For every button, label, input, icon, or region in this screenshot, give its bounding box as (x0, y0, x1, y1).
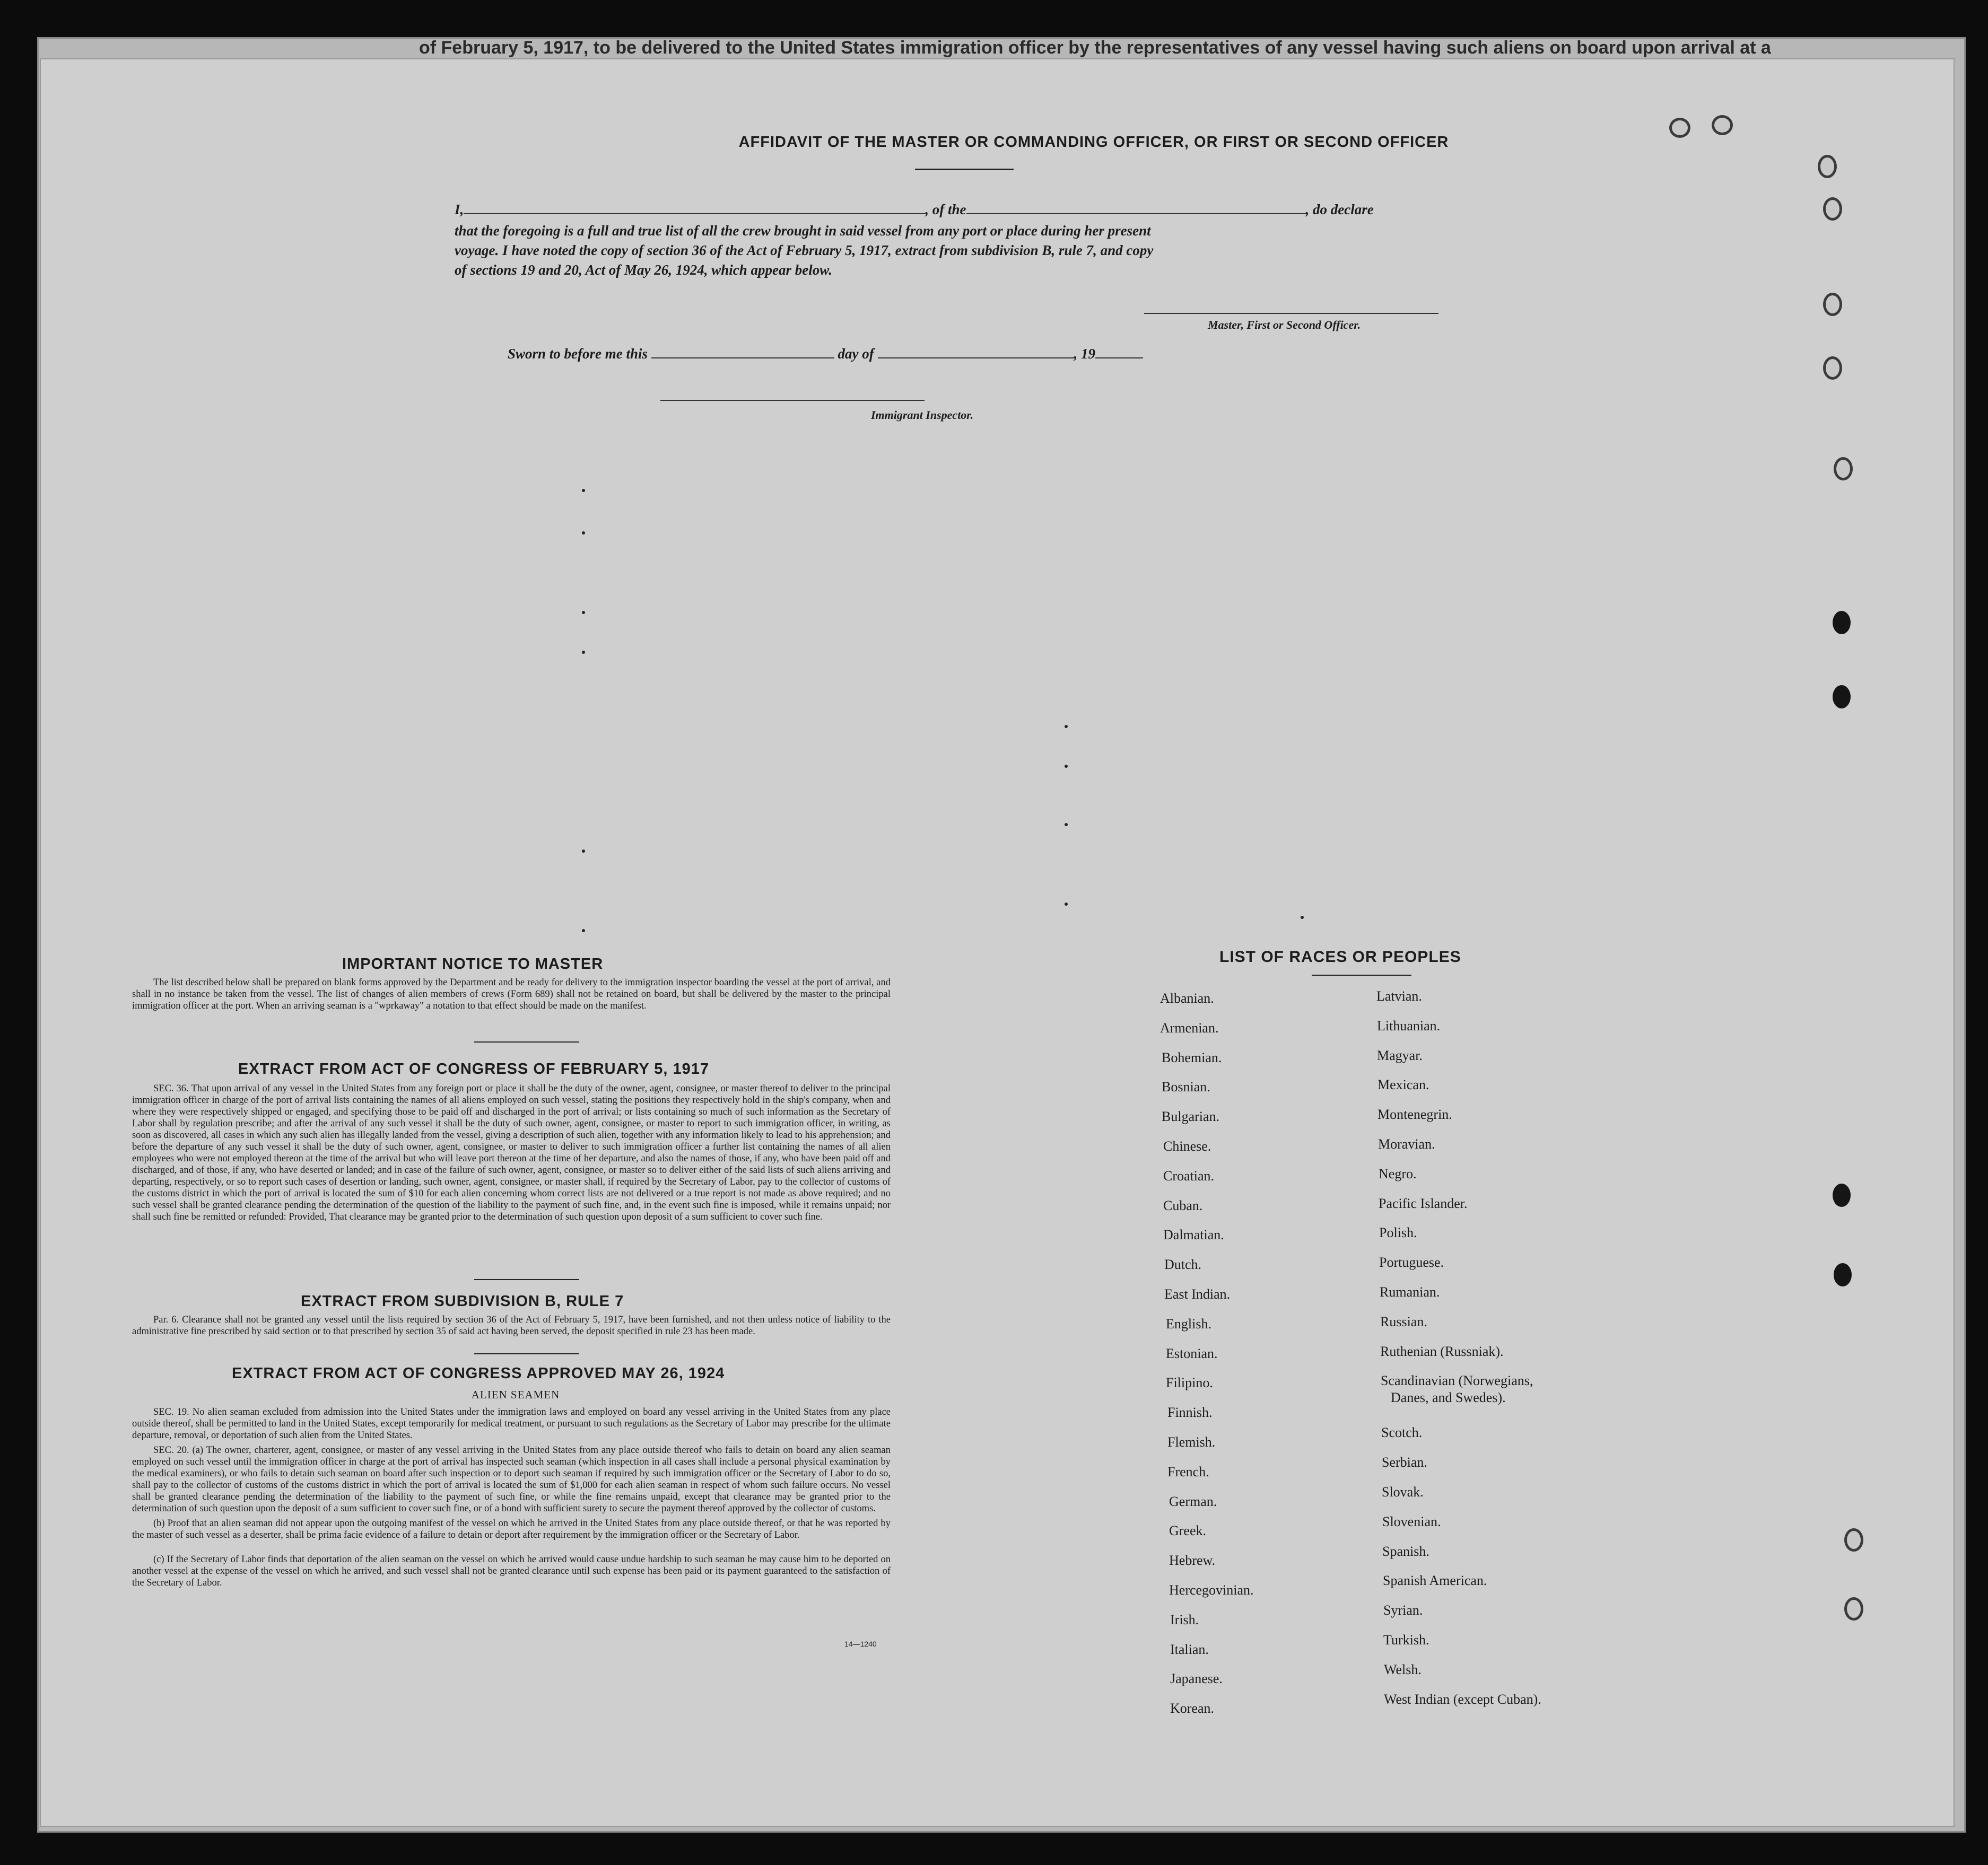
bleed-dot (1065, 765, 1068, 768)
race-item: Pacific Islander. (1379, 1196, 1468, 1211)
race-item: Albanian. (1160, 991, 1214, 1006)
bleed-dot (582, 929, 585, 932)
sworn-day-field[interactable] (651, 357, 834, 358)
bleed-dot (1065, 823, 1068, 826)
extract-1924-subtitle: ALIEN SEAMEN (471, 1388, 560, 1401)
day-of-label: day of (838, 346, 874, 362)
declaration-line-2: that the foregoing is a full and true list of all the crew brought in said vessel from any port or place during her present (455, 223, 1151, 239)
bleed-dot (1065, 903, 1068, 906)
vessel-name-field[interactable] (966, 213, 1306, 214)
punch-hole (1823, 356, 1842, 380)
race-item: German. (1169, 1494, 1217, 1509)
races-title: LIST OF RACES OR PEOPLES (1219, 948, 1461, 966)
race-item: Latvian. (1376, 988, 1422, 1004)
master-name-field[interactable] (464, 213, 925, 214)
punch-hole (1834, 457, 1853, 480)
extract-1917-body: SEC. 36. That upon arrival of any vessel in the United States from any foreign port or place it shall be the duty of the owner, agent, consignee, or master thereof to deliver to the principal immigration officer in charge of the port of arrival lists containing the names of all aliens employed on such vessel, stating the positions they respectively hold in the ship's company, when and where they were respectively shipped or engaged, and specifying those to be paid off and discharged in the port of arrival; or lists containing so much of such information as the Secretary of Labor shall by regulation prescribe; and after the arrival of any such vessel it shall be the duty of such owner, agent, consignee, or master to report to such immigration officer, in writing, as soon as discovered, all cases in which any such alien has illegally landed from the vessel, giving a description of such alien, together with any information likely to lead to his apprehension; and before the departure of any such vessel it shall be the duty of such owner, agent, consignee, or master to deliver to such immigration officer a further list containing the names of all alien employees who were not employed thereon at the time of the arrival but who will leave port thereon at the time of her departure, and also the names of those, if any, who have been paid off and discharged, and of those, if any, who have deserted or landed; and in case of the failure of such owner, agent, consignee, or master so to deliver either of the said lists of such aliens arriving and departing, respectively, or so to report such cases of desertion or landing, such owner, agent, consignee, or master shall, if required by the Secretary of Labor, pay to the collector of customs of the customs district in which the port of arrival is located the sum of $10 for each alien concerning whom correct lists are not delivered or a true report is not made as above required; and no such vessel shall be granted clearance pending the determination of the question of the liability to the payment of such fine, and, in the event such fine is imposed, while it remains unpaid; nor shall such fine be remitted or refunded: Provided, That clearance may be granted prior to the determination of such question upon deposit of a sum sufficient to cover such fine. (132, 1083, 891, 1222)
extract-1924-sec20a: SEC. 20. (a) The owner, charterer, agent, consignee, or master of any vessel arriving in the United States from any place outside thereof who fails to detain on board any alien seaman employed on such vessel until the immigration officer in charge at the port of arrival has inspected such seaman (which inspection in all cases shall include a personal physical examination by the medical examiners), or who fails to detain such seaman on board after such inspection or to deport such seaman if required by such immigration officer or the Secretary of Labor to do so, shall pay to the collector of customs of the customs district in which the port of arrival is located the sum of $1,000 for each alien seaman in respect of whom such failure occurs. No vessel shall be granted clearance pending the determination of the liability to the payment of such fine, or while the fine remains unpaid, except that clearance may be granted prior to the determination of such question upon the deposit of a sum sufficient to cover such fine, or of a bond with sufficient surety to secure the payment thereof approved by the collector of customs. (132, 1445, 891, 1514)
extract-rule7-body: Par. 6. Clearance shall not be granted any vessel until the lists required by section 36 of the Act of February 5, 1917, have been furnished, and not then unless notice of liability to the administrative fine prescribed by said section or to that prescribed by section 35 of said act having been served, the deposit specified in rule 23 has been made. (132, 1315, 891, 1337)
sworn-month-field[interactable] (878, 357, 1074, 358)
race-item: Italian. (1170, 1642, 1209, 1657)
punch-hole (1712, 115, 1733, 135)
race-item: Irish. (1170, 1612, 1199, 1627)
title-rule (915, 169, 1014, 170)
notice-body: The list described below shall be prepared on blank forms approved by the Department and be ready for delivery to the immigration inspector boarding the vessel at the port of arrival, and shall in no instance be taken from the vessel. The list of changes of alien members of crews (Form 689) shall not be retained on board, but shall be delivered by the master to the principal immigration officer at the port. When an arriving seaman is a "wprkaway" a notation to that effect should be made on the manifest. (132, 977, 891, 1011)
race-item: Polish. (1379, 1225, 1417, 1240)
race-item: Moravian. (1378, 1136, 1435, 1152)
race-item: Ruthenian (Russniak). (1380, 1344, 1504, 1359)
punch-hole (1823, 197, 1842, 221)
race-item: Danes, and Swedes). (1391, 1390, 1506, 1405)
race-item: Scotch. (1381, 1425, 1423, 1440)
affidavit-title: AFFIDAVIT OF THE MASTER OR COMMANDING OFFICER, OR FIRST OR SECOND OFFICER (738, 134, 1449, 151)
punch-hole (1833, 611, 1851, 634)
master-signature-line[interactable] (1144, 313, 1438, 314)
punch-hole (1844, 1528, 1863, 1552)
race-item: Croatian. (1163, 1168, 1215, 1184)
race-item: Hebrew. (1169, 1553, 1216, 1568)
race-item: Korean. (1170, 1701, 1215, 1716)
race-item: Armenian. (1160, 1020, 1219, 1036)
form-number: 14—1240 (844, 1640, 877, 1648)
race-item: Bosnian. (1162, 1079, 1210, 1095)
master-signature-label: Master, First or Second Officer. (1208, 318, 1361, 331)
race-item: East Indian. (1164, 1286, 1231, 1302)
race-item: Japanese. (1170, 1671, 1223, 1686)
race-item: Bulgarian. (1162, 1109, 1220, 1124)
race-item: Flemish. (1167, 1434, 1216, 1450)
race-item: Russian. (1380, 1314, 1427, 1329)
bleed-dot (1065, 725, 1068, 728)
bleed-dot (1301, 916, 1304, 919)
extract-1917-title: EXTRACT FROM ACT OF CONGRESS OF FEBRUARY 5, 1917 (238, 1061, 710, 1078)
race-item: French. (1167, 1464, 1209, 1479)
punch-hole (1834, 1263, 1852, 1286)
race-item: Finnish. (1167, 1405, 1213, 1420)
race-item: Welsh. (1384, 1662, 1422, 1677)
race-item: Cuban. (1163, 1198, 1203, 1213)
form-page (40, 58, 1955, 1827)
race-item: Turkish. (1383, 1632, 1429, 1648)
year-label: , 19 (1074, 346, 1096, 362)
race-item: Syrian. (1383, 1603, 1423, 1618)
race-item: Dutch. (1164, 1257, 1202, 1272)
bleed-dot (582, 611, 585, 614)
declaration-line-3: voyage. I have noted the copy of section 36 of the Act of February 5, 1917, extract from subdivision B, rule 7, and copy (455, 242, 1154, 258)
race-item: Spanish American. (1383, 1573, 1487, 1588)
of-the-label: , of the (925, 202, 966, 217)
notice-title: IMPORTANT NOTICE TO MASTER (342, 956, 604, 973)
declaration-line-1 (455, 202, 1374, 218)
punch-hole (1823, 293, 1842, 316)
extract-1924-sec20b: (b) Proof that an alien seaman did not appear upon the outgoing manifest of the vessel on which he arrived in the United States from any place outside thereof, or that he was reported by the master of such vessel as a deserter, shall be prima facie evidence of a failure to detain or deport after requirement by the immigration officer or the Secretary of Labor. (132, 1518, 891, 1540)
race-item: Montenegrin. (1377, 1107, 1452, 1122)
race-item: West Indian (except Cuban). (1384, 1692, 1541, 1707)
extract-rule7-title: EXTRACT FROM SUBDIVISION B, RULE 7 (301, 1293, 624, 1310)
race-item: Slovenian. (1382, 1514, 1441, 1529)
race-item: Portuguese. (1379, 1255, 1444, 1270)
sworn-year-field[interactable] (1095, 357, 1143, 358)
race-item: Lithuanian. (1377, 1018, 1441, 1034)
race-item: Rumanian. (1380, 1284, 1440, 1300)
bleed-dot (582, 531, 585, 535)
race-item: Spanish. (1382, 1544, 1429, 1559)
race-item: Negro. (1379, 1166, 1417, 1181)
declare-i-label: I, (455, 202, 464, 217)
race-item: Magyar. (1377, 1048, 1423, 1063)
section-rule (474, 1279, 579, 1280)
race-item: English. (1166, 1316, 1211, 1332)
extract-1924-sec20c: (c) If the Secretary of Labor finds that deportation of the alien seaman on the vessel on which he arrived would cause undue hardship to such seaman he may cause him to be deported on another vessel at the expense of the vessel on which he arrived, and such vessel shall not be granted clearance until such expense has been paid or its payment guaranteed to the satisfaction of the Secretary of Labor. (132, 1554, 891, 1588)
race-item: Serbian. (1382, 1455, 1427, 1470)
inspector-signature-label: Immigrant Inspector. (871, 408, 974, 422)
back-sheet-strip-text: of February 5, 1917, to be delivered to the United States immigration officer by the representatives of any vessel having such aliens on board upon arrival at a (419, 38, 1771, 58)
punch-hole (1833, 685, 1851, 708)
races-title-rule (1312, 975, 1411, 976)
race-item: Hercegovinian. (1169, 1582, 1254, 1598)
race-item: Greek. (1169, 1523, 1207, 1538)
race-item: Slovak. (1382, 1484, 1424, 1500)
bleed-dot (582, 489, 585, 492)
do-declare-label: , do declare (1305, 202, 1374, 217)
race-item: Chinese. (1163, 1139, 1211, 1154)
punch-hole (1833, 1184, 1851, 1207)
section-rule (474, 1353, 579, 1354)
inspector-signature-line[interactable] (660, 400, 925, 401)
bleed-dot (582, 850, 585, 853)
race-item: Filipino. (1166, 1375, 1213, 1390)
race-item: Mexican. (1377, 1077, 1429, 1092)
sworn-label: Sworn to before me this (508, 346, 648, 362)
bleed-dot (582, 651, 585, 654)
punch-hole (1844, 1597, 1863, 1621)
race-item: Scandinavian (Norwegians, (1381, 1373, 1533, 1388)
race-item: Dalmatian. (1163, 1227, 1224, 1242)
section-rule (474, 1041, 579, 1043)
extract-1924-title: EXTRACT FROM ACT OF CONGRESS APPROVED MAY 26, 1924 (232, 1365, 725, 1382)
extract-1924-sec19: SEC. 19. No alien seaman excluded from admission into the United States under the immigration laws and employed on board any vessel arriving in the United States from any place outside thereof, shall be permitted to land in the United States, except temporarily for medical treatment, or pursuant to such regulations as the Secretary of Labor may prescribe for the ultimate departure, removal, or deportation of such alien from the United States. (132, 1407, 891, 1441)
race-item: Estonian. (1166, 1346, 1218, 1361)
sworn-line (508, 346, 1143, 362)
punch-hole (1818, 155, 1837, 178)
race-item: Bohemian. (1162, 1050, 1222, 1065)
declaration-line-4: of sections 19 and 20, Act of May 26, 1924, which appear below. (455, 262, 832, 278)
